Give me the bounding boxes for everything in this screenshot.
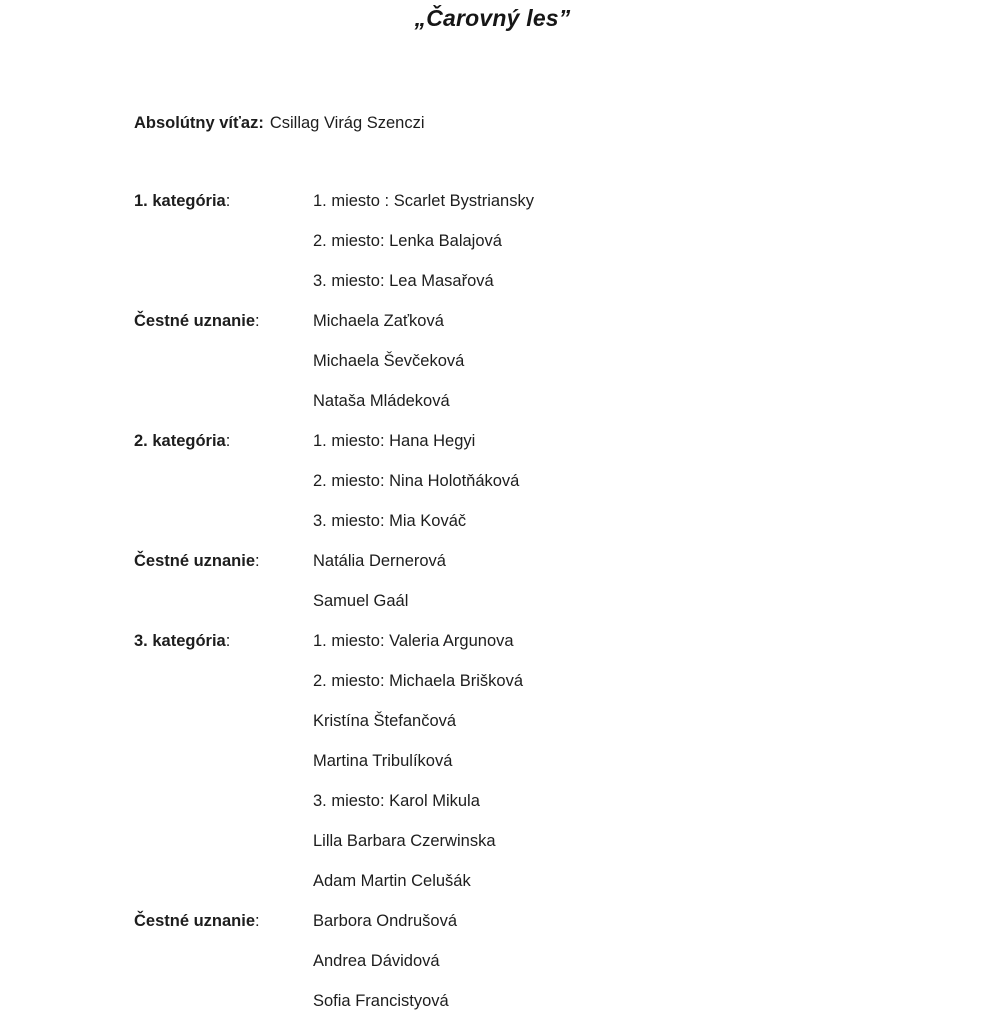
result-text: Kristína Štefančová xyxy=(313,712,457,730)
document-title: „Čarovný les” xyxy=(414,5,571,31)
result-row xyxy=(134,631,534,671)
category-label: Čestné uznanie: xyxy=(134,312,260,330)
result-row xyxy=(134,391,534,431)
result-row xyxy=(134,311,534,351)
result-row xyxy=(134,671,534,711)
result-text: Adam Martin Celušák xyxy=(313,872,471,890)
result-row xyxy=(134,271,534,311)
result-row xyxy=(134,871,534,911)
result-text: Barbora Ondrušová xyxy=(313,912,457,930)
result-text: 2. miesto: Lenka Balajová xyxy=(313,232,502,250)
winner-label: Absolútny víťaz: xyxy=(134,114,264,132)
result-text: Michaela Zaťková xyxy=(313,312,444,330)
result-text: 1. miesto : Scarlet Bystriansky xyxy=(313,192,534,210)
result-row xyxy=(134,991,534,1031)
result-text: 3. miesto: Lea Masařová xyxy=(313,272,494,290)
result-text: Natália Dernerová xyxy=(313,552,446,570)
result-row xyxy=(134,831,534,871)
result-row xyxy=(134,471,534,511)
absolute-winner-line xyxy=(134,112,425,134)
category-label: Čestné uznanie: xyxy=(134,552,260,570)
result-text: Michaela Ševčeková xyxy=(313,352,465,370)
result-text: 3. miesto: Karol Mikula xyxy=(313,792,480,810)
result-text: Andrea Dávidová xyxy=(313,952,440,970)
result-text: Lilla Barbara Czerwinska xyxy=(313,832,496,850)
result-text: Samuel Gaál xyxy=(313,592,409,610)
result-text: 2. miesto: Michaela Brišková xyxy=(313,672,523,690)
result-text: 1. miesto: Hana Hegyi xyxy=(313,432,476,450)
result-row xyxy=(134,591,534,631)
result-text: 3. miesto: Mia Kováč xyxy=(313,512,467,530)
result-row xyxy=(134,431,534,471)
result-row xyxy=(134,551,534,591)
result-row xyxy=(134,511,534,551)
category-label: Čestné uznanie: xyxy=(134,912,260,930)
result-row xyxy=(134,231,534,271)
result-row xyxy=(134,911,534,951)
category-label: 3. kategória: xyxy=(134,632,231,650)
result-row xyxy=(134,751,534,791)
winner-name: Csillag Virág Szenczi xyxy=(269,114,425,132)
category-label: 1. kategória: xyxy=(134,192,231,210)
result-text: Sofia Francistyová xyxy=(313,992,449,1010)
result-row xyxy=(134,351,534,391)
result-text: Martina Tribulíková xyxy=(313,752,453,770)
result-row xyxy=(134,791,534,831)
result-row xyxy=(134,711,534,751)
category-label: 2. kategória: xyxy=(134,432,231,450)
result-text: 1. miesto: Valeria Argunova xyxy=(313,632,514,650)
result-row xyxy=(134,191,534,231)
result-row xyxy=(134,951,534,991)
result-text: Nataša Mládeková xyxy=(313,392,450,410)
results-list xyxy=(134,191,534,1031)
result-text: 2. miesto: Nina Holotňáková xyxy=(313,472,520,490)
